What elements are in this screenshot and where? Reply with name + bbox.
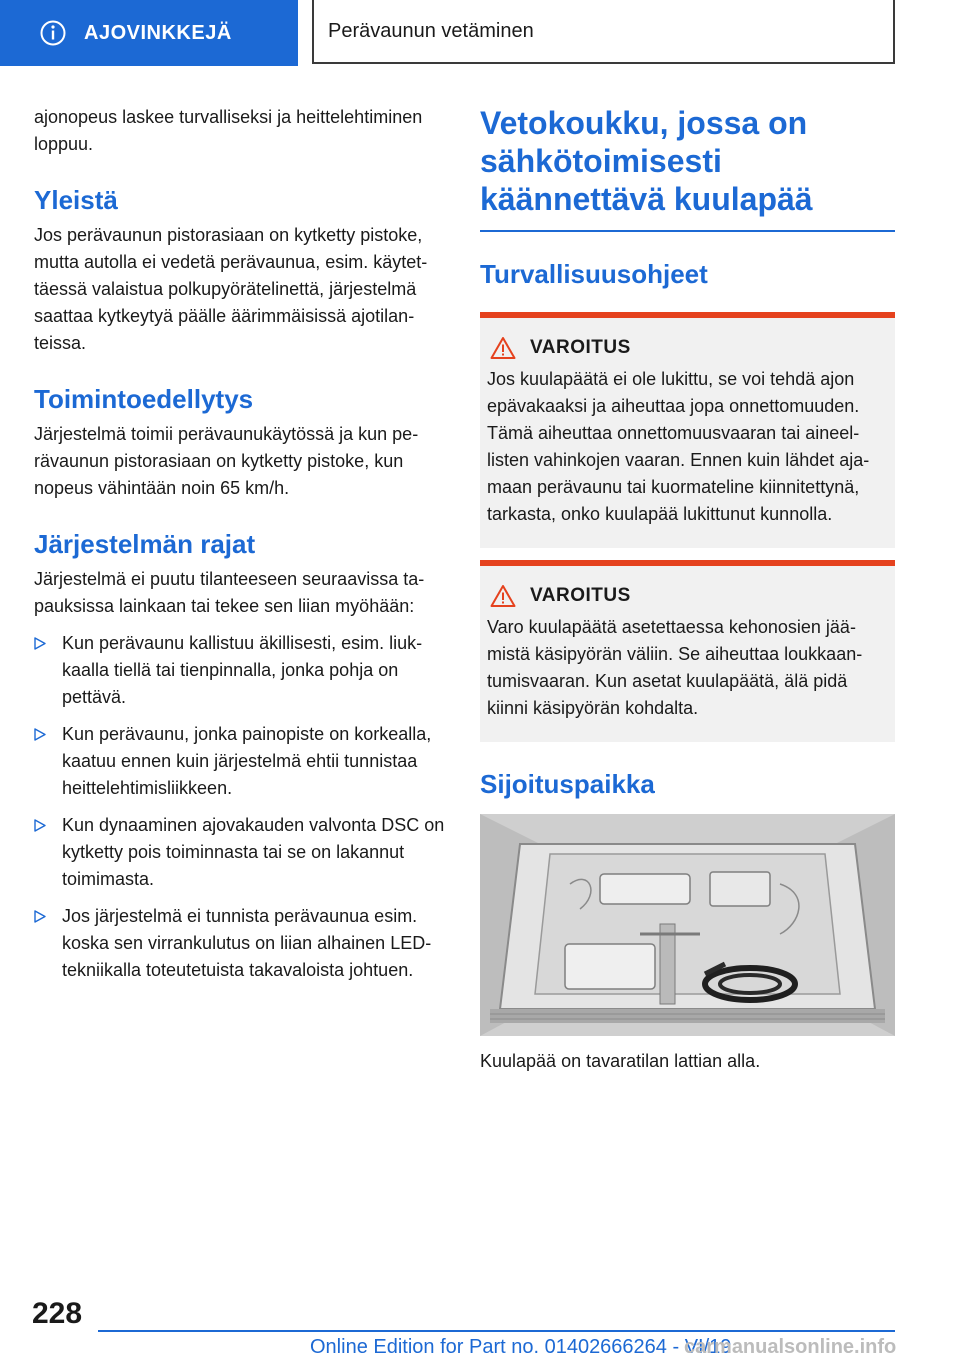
list-item	[34, 630, 446, 711]
section-general	[34, 184, 446, 357]
warning-box	[480, 560, 895, 742]
location-heading: Sijoituspaikka	[480, 769, 655, 799]
list-item-text: Jos järjestelmä ei tunnista perävaunua esim. koska sen virrankulutus on liian alhainen LED-tekniikalla toteutetuista takavaloista johtuen.	[62, 906, 432, 980]
warning-label: VAROITUS	[530, 585, 631, 606]
warning-text: Varo kuulapäätä asetettaessa kehonosien jäämistä käsipyörän väliin. Se aiheuttaa loukkaantumisvaaran. Kun asetat kuulapäätä, älä pidä kiinni käsipyörän kohdalta.	[487, 617, 863, 718]
section-prerequisite	[34, 383, 446, 502]
warning-box	[480, 312, 895, 548]
section-paragraph: Järjestelmä toimii perävaunukäytössä ja kun perävaunun pistorasiaan on kytketty pistoke, kun nopeus vähintään noin 65 km/h.	[34, 424, 419, 498]
section-heading: Järjestelmän rajat	[34, 529, 256, 559]
footer-edition-text: Online Edition for Part no. 01402666264 - VI/19	[310, 1336, 732, 1358]
intro-paragraph: ajonopeus laskee turvalliseksi ja heittelehtiminen loppuu.	[34, 107, 423, 154]
section-heading: Yleistä	[34, 185, 118, 215]
warning-header	[487, 336, 887, 360]
footer-divider	[98, 1330, 895, 1332]
trunk-floor-illustration	[480, 814, 895, 1036]
header-section-tab[interactable]	[0, 0, 298, 66]
warning-label: VAROITUS	[530, 337, 631, 358]
section-paragraph: Järjestelmä ei puutu tilanteeseen seuraavissa tapauksissa lainkaan tai tekee sen liian myöhään:	[34, 569, 425, 616]
list-item	[34, 812, 446, 893]
warning-triangle-icon	[490, 584, 516, 608]
triangle-right-icon	[34, 728, 46, 741]
page-number: 228	[32, 1297, 83, 1330]
left-column	[34, 104, 446, 994]
header-section-label: AJOVINKKEJÄ	[84, 21, 232, 44]
list-item-text: Kun perävaunu kallistuu äkillisesti, esim. liukkaalla tiellä tai tienpinnalla, jonka pohja on pettävä.	[62, 633, 423, 707]
safety-heading: Turvallisuusohjeet	[480, 259, 708, 289]
section-heading: Toimintoedellytys	[34, 384, 254, 414]
warning-triangle-icon	[490, 336, 516, 360]
list-item	[34, 903, 446, 984]
triangle-right-icon	[34, 819, 46, 832]
page-title: Vetokoukku, jossa on sähkötoimisesti käännettävä kuulapää	[480, 105, 813, 217]
breadcrumb-label: Perävaunun vetäminen	[328, 19, 534, 42]
list-item-text: Kun dynaaminen ajovakauden valvonta DSC on kytketty pois toiminnasta tai se on lakannut toimimasta.	[62, 815, 445, 889]
info-icon	[40, 20, 66, 46]
list-item	[34, 721, 446, 802]
triangle-right-icon	[34, 910, 46, 923]
breadcrumb	[312, 0, 895, 64]
trunk-illustration-graphic	[480, 814, 895, 1036]
triangle-right-icon	[34, 637, 46, 650]
warning-text: Jos kuulapäätä ei ole lukittu, se voi tehdä ajon epävakaaksi ja aiheuttaa jopa onnettomuuden. Tämä aiheuttaa onnettomuusvaaran tai aineellisten vahinkojen vaaran. Ennen kuin lähdet ajamaan perävaunu tai kuormateline kiinnitettynä, tarkasta, onko kuulapää lukittunut kunnolla.	[487, 369, 870, 524]
limits-list	[34, 630, 446, 984]
list-item-text: Kun perävaunu, jonka painopiste on korkealla, kaatuu ennen kuin järjestelmä ehtii tunnistaa heittelehtimisliikkeen.	[62, 724, 432, 798]
section-limits	[34, 528, 446, 984]
section-paragraph: Jos perävaunun pistorasiaan on kytketty pistoke, mutta autolla ei vedetä perävaunua, esim. käytettäessä valaistua polkupyörätelinettä, järjestelmä saattaa kytkeytyä päälle äärimmäisissä ajotilanteissa.	[34, 225, 428, 353]
title-divider	[480, 230, 895, 232]
right-column	[480, 104, 895, 1075]
warning-header	[487, 584, 887, 608]
figure-caption: Kuulapää on tavaratilan lattian alla.	[480, 1051, 761, 1071]
watermark: carmanualsonline.info	[684, 1336, 897, 1358]
